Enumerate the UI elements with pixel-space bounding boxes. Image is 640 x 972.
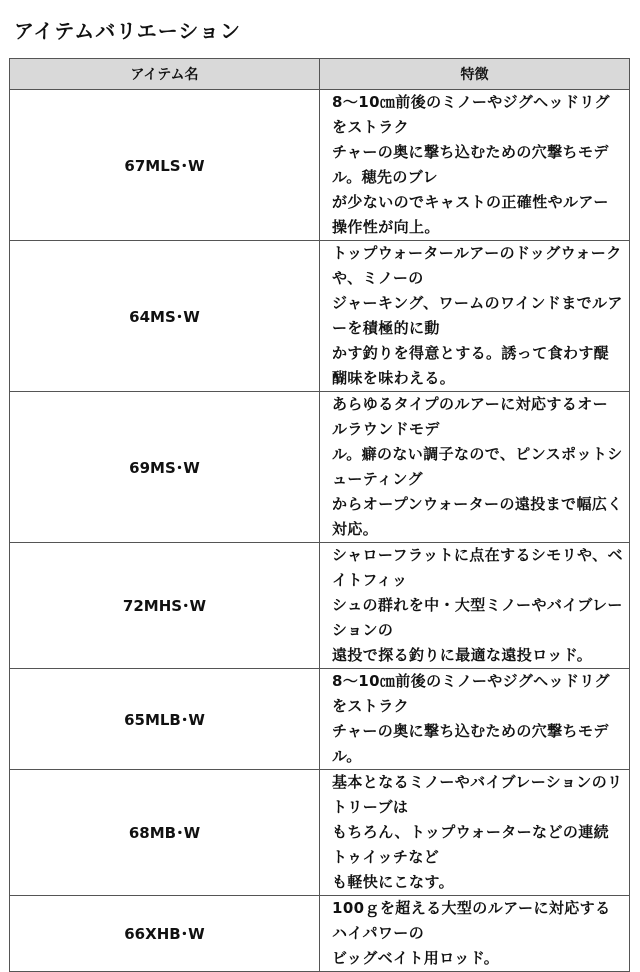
feature-line: からオープンウォーターの遠投まで幅広く対応。 — [332, 495, 623, 538]
header-features: 特徴 — [320, 59, 630, 90]
table-row — [10, 896, 630, 972]
model-name: 65MLB･W — [10, 669, 320, 770]
model-name: 69MS･W — [10, 392, 320, 543]
model-name: 64MS･W — [10, 241, 320, 392]
feature-line: チャーの奥に撃ち込むための穴撃ちモデル。 — [332, 722, 609, 765]
table-row — [10, 669, 630, 770]
feature-line: チャーの奥に撃ち込むための穴撃ちモデル。穂先のブレ — [332, 143, 609, 186]
feature-line: 100ｇを超える大型のルアーに対応するハイパワーの — [332, 899, 611, 942]
page-title: アイテムバリエーション — [14, 19, 241, 43]
table-row — [10, 241, 630, 392]
feature-line: かす釣りを得意とする。誘って食わす醍醐味を味わえる。 — [332, 344, 610, 387]
feature-text — [320, 770, 630, 896]
table-row — [10, 90, 630, 241]
feature-line: 基本となるミノーやバイブレーションのリトリーブは — [332, 773, 623, 816]
feature-line: ル。癖のない調子なので、ピンスポットシューティング — [332, 445, 623, 488]
feature-line: あらゆるタイプのルアーに対応するオールラウンドモデ — [332, 395, 609, 438]
feature-text — [320, 543, 630, 669]
feature-line: ビッグベイト用ロッド。 — [332, 949, 500, 967]
feature-line: も軽快にこなす。 — [332, 873, 455, 891]
model-name: 68MB･W — [10, 770, 320, 896]
table-header-row — [10, 59, 630, 90]
item-variation-table — [9, 58, 630, 972]
feature-line: が少ないのでキャストの正確性やルアー操作性が向上。 — [332, 193, 609, 236]
table-row — [10, 770, 630, 896]
feature-text — [320, 90, 630, 241]
header-item-name: アイテム名 — [10, 59, 320, 90]
feature-text — [320, 896, 630, 972]
feature-text — [320, 241, 630, 392]
feature-line: 遠投で探る釣りに最適な遠投ロッド。 — [332, 646, 593, 664]
feature-line: トップウォータールアーのドッグウォークや、ミノーの — [332, 244, 622, 287]
feature-line: 8～10㎝前後のミノーやジグヘッドリグをストラク — [332, 93, 610, 136]
feature-line: ジャーキング、ワームのワインドまでルアーを積極的に動 — [332, 294, 623, 337]
feature-line: シャローフラットに点在するシモリや、ベイトフィッ — [332, 546, 623, 589]
model-name: 66XHB･W — [10, 896, 320, 972]
table-row — [10, 543, 630, 669]
feature-line: もちろん、トップウォーターなどの連続トゥイッチなど — [332, 823, 610, 866]
feature-line: シュの群れを中・大型ミノーやバイブレーションの — [332, 596, 623, 639]
model-name: 67MLS･W — [10, 90, 320, 241]
feature-line: 8～10㎝前後のミノーやジグヘッドリグをストラク — [332, 672, 610, 715]
model-name: 72MHS･W — [10, 543, 320, 669]
feature-text — [320, 669, 630, 770]
feature-text — [320, 392, 630, 543]
table-row — [10, 392, 630, 543]
